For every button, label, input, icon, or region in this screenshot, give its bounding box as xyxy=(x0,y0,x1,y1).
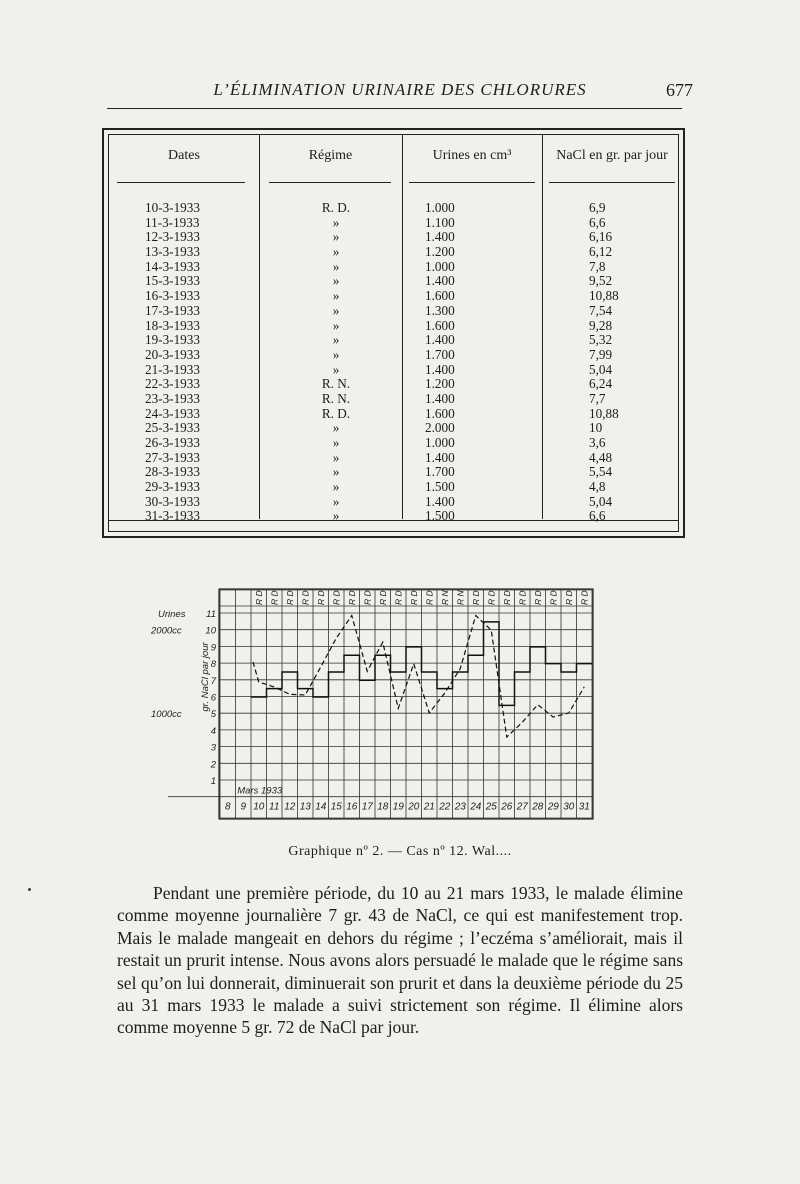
cell-nacl: 5,04 xyxy=(589,493,613,509)
cell-urines: 2.000 xyxy=(425,420,455,436)
column-header-urines: Urines en cm³ xyxy=(432,148,512,163)
x-tick-label: 17 xyxy=(361,801,373,813)
cell-urines: 1.700 xyxy=(425,346,455,362)
table-row xyxy=(109,421,678,436)
regime-label: R D xyxy=(377,590,388,605)
cell-date: 30-3-1933 xyxy=(145,493,200,509)
cell-date: 26-3-1933 xyxy=(145,435,200,450)
cell-regime: » xyxy=(332,214,340,230)
y-tick-label: 7 xyxy=(210,675,216,687)
regime-label: R D xyxy=(548,590,559,605)
cell-regime: » xyxy=(332,332,340,348)
cell-urines: 1.400 xyxy=(425,449,455,465)
table-row xyxy=(109,304,678,319)
cell-nacl: 6,6 xyxy=(589,214,606,230)
x-tick-label: 13 xyxy=(299,801,311,813)
regime-label: R D xyxy=(269,590,280,605)
nacl-dashed-line xyxy=(253,616,584,738)
cell-nacl: 7,99 xyxy=(589,346,613,362)
x-tick-label: 26 xyxy=(501,801,513,813)
table-row xyxy=(109,509,678,524)
x-tick-label: 9 xyxy=(240,801,247,813)
cell-date: 15-3-1933 xyxy=(145,273,200,289)
cell-nacl: 9,28 xyxy=(589,317,613,333)
cell-nacl: 9,52 xyxy=(589,273,613,289)
regime-label: R D xyxy=(315,590,326,605)
regime-label: R D xyxy=(300,590,311,605)
cell-urines: 1.300 xyxy=(425,302,455,318)
urines-1000-label: 1000cc xyxy=(151,709,182,721)
cell-urines: 1.000 xyxy=(425,200,455,215)
table-row xyxy=(109,319,678,334)
cell-regime: » xyxy=(332,435,340,450)
cell-regime: R. D. xyxy=(321,405,351,421)
table-body xyxy=(109,201,678,524)
cell-nacl: 10 xyxy=(589,420,603,436)
y-tick-label: 9 xyxy=(210,642,216,654)
regime-label: R D xyxy=(486,590,497,605)
x-tick-label: 11 xyxy=(269,801,280,813)
table-row xyxy=(109,289,678,304)
cell-date: 29-3-1933 xyxy=(145,479,200,495)
cell-urines: 1.400 xyxy=(425,361,455,377)
regime-label: R D xyxy=(331,590,342,605)
x-tick-label: 14 xyxy=(315,801,327,813)
x-tick-label: 10 xyxy=(253,801,265,813)
cell-nacl: 5,04 xyxy=(589,361,613,377)
cell-date: 18-3-1933 xyxy=(145,317,200,333)
table-row xyxy=(109,260,678,275)
cell-urines: 1.400 xyxy=(425,390,455,406)
cell-date: 16-3-1933 xyxy=(145,288,200,304)
figure-caption: Graphique nº 2. — Cas nº 12. Wal.... xyxy=(288,844,512,859)
regime-label: R D xyxy=(517,590,528,605)
table-row xyxy=(109,216,678,231)
cell-date: 31-3-1933 xyxy=(145,508,200,524)
cell-date: 27-3-1933 xyxy=(145,449,200,465)
x-tick-label: 23 xyxy=(454,801,466,813)
regime-label: R N xyxy=(455,590,466,605)
table-row xyxy=(109,201,678,216)
table-row xyxy=(109,363,678,378)
cell-urines: 1.100 xyxy=(425,214,455,230)
cell-date: 11-3-1933 xyxy=(145,214,200,230)
cell-date: 28-3-1933 xyxy=(145,464,200,480)
cell-date: 12-3-1933 xyxy=(145,229,200,245)
cell-date: 20-3-1933 xyxy=(145,346,200,362)
header-underline xyxy=(269,182,391,183)
table-row xyxy=(109,465,678,480)
nacl-chart xyxy=(150,580,630,824)
y-tick-label: 1 xyxy=(210,776,216,787)
cell-nacl: 7,7 xyxy=(589,390,606,406)
cell-date: 23-3-1933 xyxy=(145,390,200,406)
margin-speck xyxy=(28,888,31,891)
cell-urines: 1.600 xyxy=(425,288,455,304)
header-underline xyxy=(549,182,675,183)
x-tick-label: 25 xyxy=(485,801,497,813)
column-header-nacl: NaCl en gr. par jour xyxy=(556,148,668,163)
x-tick-label: 27 xyxy=(516,801,528,813)
x-tick-label: 18 xyxy=(377,801,389,813)
cell-nacl: 4,48 xyxy=(589,449,613,465)
x-tick-label: 30 xyxy=(563,801,575,813)
cell-urines: 1.400 xyxy=(425,493,455,509)
month-label: Mars 1933 xyxy=(237,785,283,797)
y-tick-label: 3 xyxy=(210,742,216,754)
cell-regime: R. D. xyxy=(321,200,351,215)
cell-nacl: 4,8 xyxy=(589,479,606,495)
y-tick-label: 5 xyxy=(210,709,216,721)
regime-label: R D xyxy=(284,590,295,605)
cell-urines: 1.000 xyxy=(425,258,455,274)
regime-label: R D xyxy=(346,590,357,605)
cell-nacl: 5,32 xyxy=(589,332,613,348)
table-row xyxy=(109,436,678,451)
y-axis-label: gr. NaCl par jour xyxy=(200,642,211,712)
cell-nacl: 10,88 xyxy=(589,288,619,304)
x-tick-label: 28 xyxy=(532,801,544,813)
urines-2000-label: 2000cc xyxy=(151,625,182,637)
cell-regime: » xyxy=(332,229,340,245)
cell-urines: 1.700 xyxy=(425,464,455,480)
data-table xyxy=(102,128,685,538)
x-tick-label: 31 xyxy=(578,801,590,813)
regime-label: R D xyxy=(563,590,574,605)
page-number: 677 xyxy=(666,80,693,100)
cell-regime: R. N. xyxy=(321,390,351,406)
table-row xyxy=(109,333,678,348)
cell-nacl: 10,88 xyxy=(589,405,619,421)
regime-label: R N xyxy=(439,590,450,605)
cell-date: 25-3-1933 xyxy=(145,420,200,436)
cell-regime: R. N. xyxy=(321,376,351,392)
cell-nacl: 6,16 xyxy=(589,229,613,245)
cell-regime: » xyxy=(332,361,340,377)
cell-date: 22-3-1933 xyxy=(145,376,200,392)
header-underline xyxy=(409,182,535,183)
cell-regime: » xyxy=(332,508,340,524)
x-tick-label: 15 xyxy=(330,801,342,813)
x-tick-label: 20 xyxy=(408,801,420,813)
y-tick-label: 10 xyxy=(205,625,216,637)
x-tick-label: 24 xyxy=(470,801,482,813)
table-row xyxy=(109,392,678,407)
cell-urines: 1.600 xyxy=(425,317,455,333)
y-tick-label: 8 xyxy=(210,659,216,671)
cell-regime: » xyxy=(332,493,340,509)
table-row xyxy=(109,407,678,422)
cell-regime: » xyxy=(332,449,340,465)
cell-date: 10-3-1933 xyxy=(145,200,200,215)
cell-regime: » xyxy=(332,288,340,304)
cell-urines: 1.200 xyxy=(425,376,455,392)
regime-label: R D xyxy=(393,590,404,605)
x-tick-label: 29 xyxy=(547,801,559,813)
regime-label: R D xyxy=(362,590,373,605)
cell-urines: 1.500 xyxy=(425,479,455,495)
regime-label: R D xyxy=(253,590,264,605)
table-row xyxy=(109,230,678,245)
header-rule xyxy=(107,108,682,109)
cell-regime: » xyxy=(332,420,340,436)
cell-nacl: 3,6 xyxy=(589,435,606,450)
regime-label: R D xyxy=(424,590,435,605)
cell-urines: 1.500 xyxy=(425,508,455,524)
cell-urines: 1.400 xyxy=(425,229,455,245)
cell-regime: » xyxy=(332,464,340,480)
running-header-title: L’ÉLIMINATION URINAIRE DES CHLORURES xyxy=(213,80,587,99)
x-tick-label: 19 xyxy=(392,801,404,813)
cell-urines: 1.400 xyxy=(425,273,455,289)
cell-nacl: 6,9 xyxy=(589,200,606,215)
cell-regime: » xyxy=(332,317,340,333)
y-tick-label: 6 xyxy=(210,692,216,704)
x-tick-label: 21 xyxy=(423,801,435,813)
table-bottom-rule xyxy=(109,520,678,521)
cell-nacl: 7,54 xyxy=(589,302,613,318)
regime-label: R D xyxy=(579,590,590,605)
cell-urines: 1.000 xyxy=(425,435,455,450)
cell-date: 13-3-1933 xyxy=(145,244,200,260)
regime-label: R D xyxy=(408,590,419,605)
cell-nacl: 6,12 xyxy=(589,244,613,260)
table-row xyxy=(109,348,678,363)
y-tick-label: 4 xyxy=(210,725,216,737)
table-inner-border xyxy=(108,134,679,532)
cell-nacl: 7,8 xyxy=(589,258,606,274)
y-tick-label: 11 xyxy=(206,609,216,620)
cell-regime: » xyxy=(332,346,340,362)
cell-date: 14-3-1933 xyxy=(145,258,200,274)
cell-urines: 1.600 xyxy=(425,405,455,421)
cell-date: 24-3-1933 xyxy=(145,405,200,421)
table-row xyxy=(109,377,678,392)
header-underline xyxy=(117,182,245,183)
regime-label: R D xyxy=(470,590,481,605)
cell-urines: 1.200 xyxy=(425,244,455,260)
cell-nacl: 6,24 xyxy=(589,376,613,392)
cell-regime: » xyxy=(332,302,340,318)
regime-label: R D xyxy=(501,590,512,605)
table-row xyxy=(109,495,678,510)
y-tick-label: 2 xyxy=(210,759,216,771)
table-row xyxy=(109,274,678,289)
urines-label: Urines xyxy=(158,609,186,620)
x-tick-label: 8 xyxy=(224,801,231,813)
cell-regime: » xyxy=(332,244,340,260)
table-row xyxy=(109,245,678,260)
cell-regime: » xyxy=(332,258,340,274)
regime-label: R D xyxy=(532,590,543,605)
cell-date: 17-3-1933 xyxy=(145,302,200,318)
cell-regime: » xyxy=(332,273,340,289)
column-header-regime: Régime xyxy=(308,148,353,163)
cell-date: 21-3-1933 xyxy=(145,361,200,377)
column-header-dates: Dates xyxy=(168,148,200,163)
x-tick-label: 22 xyxy=(439,801,451,813)
x-tick-label: 16 xyxy=(346,801,358,813)
x-tick-label: 12 xyxy=(284,801,296,813)
cell-regime: » xyxy=(332,479,340,495)
body-paragraph: Pendant une première période, du 10 au 21 mars 1933, le malade élimine comme moyenne journalière 7 gr. 43 de NaCl, ce qui est manifestement trop. Mais le malade mangeait en dehors du régime ; l’eczéma s’améliorait, mais il restait un prurit intense. Nous avons alors persuadé le malade que le régime sans sel qu’on lui donnerait, diminuerait son prurit et dans la deuxième période du 25 au 31 mars 1933 le malade a suivi strictement son régime. Il élimine alors comme moyenne 5 gr. 72 de NaCl par jour. xyxy=(117,883,683,1038)
cell-nacl: 5,54 xyxy=(589,464,613,480)
table-row xyxy=(109,451,678,466)
table-row xyxy=(109,480,678,495)
cell-date: 19-3-1933 xyxy=(145,332,200,348)
cell-urines: 1.400 xyxy=(425,332,455,348)
cell-nacl: 6,6 xyxy=(589,508,606,524)
